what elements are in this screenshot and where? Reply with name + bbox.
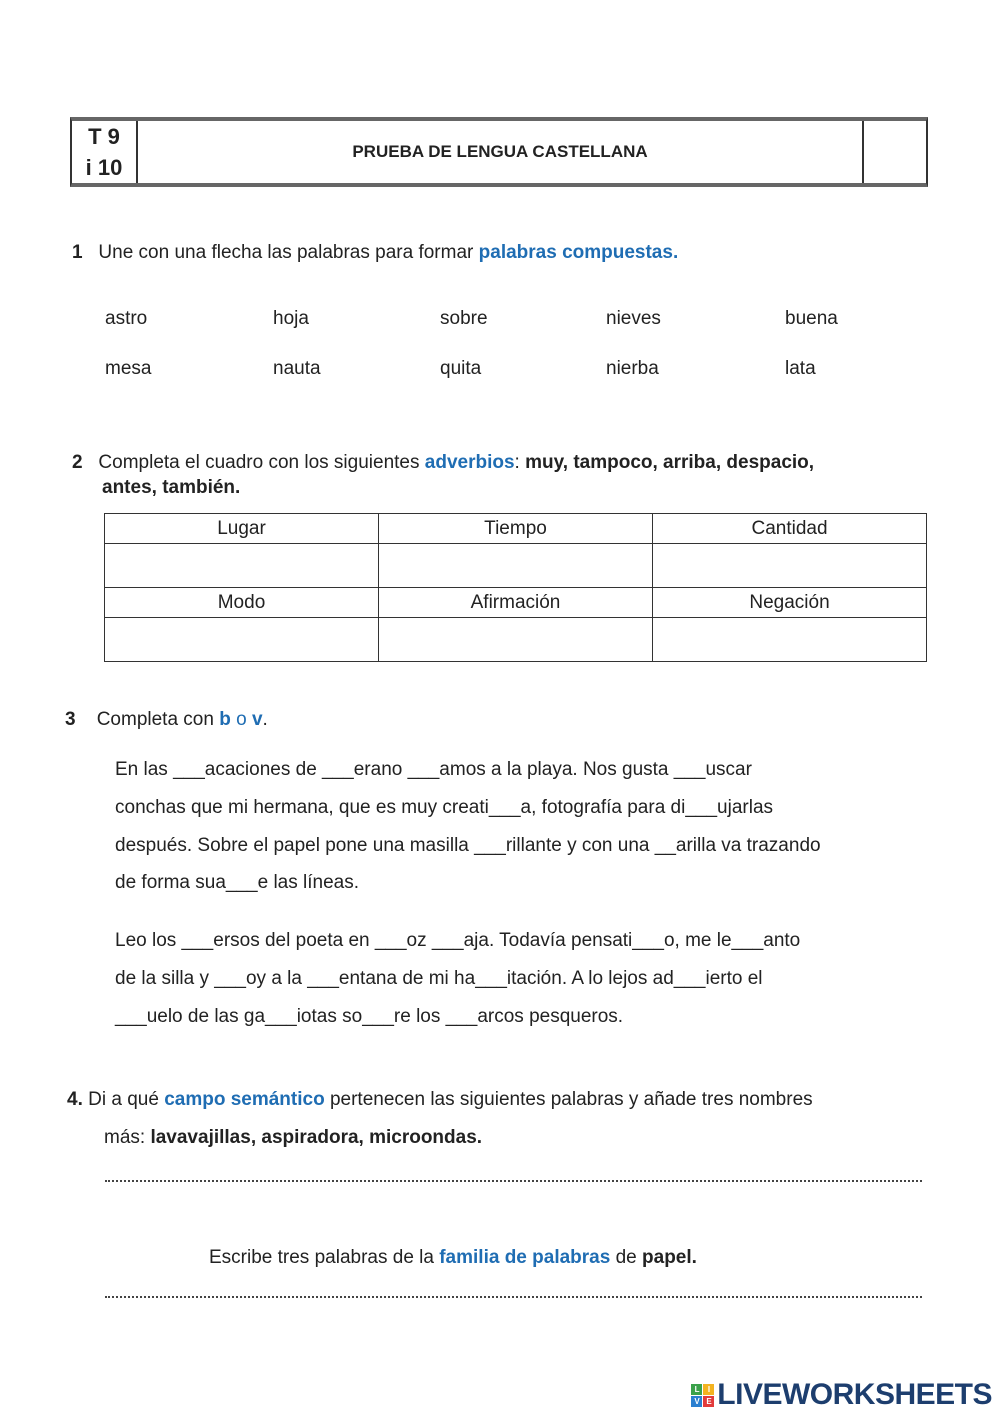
q4-number: 4. bbox=[67, 1089, 83, 1110]
q4-highlight: campo semántico bbox=[164, 1089, 325, 1110]
fill-text-line[interactable]: después. Sobre el papel pone una masilla ___rillante y con una __arilla va trazando bbox=[115, 835, 821, 856]
q3-number: 3 bbox=[65, 709, 76, 730]
or: o bbox=[230, 709, 252, 730]
fill-text-line[interactable]: ___uelo de las ga___iotas so___re los ___arcos pesqueros. bbox=[115, 1006, 624, 1027]
fill-text-line[interactable]: En las ___acaciones de ___erano ___amos a la playa. Nos gusta ___uscar bbox=[115, 759, 752, 780]
answer-cell[interactable] bbox=[105, 618, 379, 662]
header-box bbox=[70, 117, 928, 187]
q4-text-3: más: bbox=[104, 1127, 151, 1148]
q2-words-2: antes, también. bbox=[102, 477, 241, 498]
score-box bbox=[862, 121, 926, 183]
q1-highlight: palabras compuestas. bbox=[478, 242, 679, 263]
answer-cell[interactable] bbox=[379, 544, 653, 588]
code-line-1: T 9 bbox=[88, 124, 120, 149]
answer-line-q4[interactable] bbox=[105, 1180, 922, 1182]
adverbs-table bbox=[104, 513, 927, 662]
logo-letter: V bbox=[691, 1396, 702, 1407]
logo-letter: E bbox=[703, 1396, 714, 1407]
fill-text-line[interactable]: conchas que mi hermana, que es muy creati___a, fotografía para di___ujarlas bbox=[115, 797, 774, 818]
word: nierba bbox=[606, 358, 659, 379]
code-line-2: i 10 bbox=[85, 155, 123, 180]
liveworksheets-logo bbox=[691, 1378, 992, 1412]
word: nieves bbox=[606, 308, 661, 329]
q4-instruction bbox=[67, 1081, 947, 1157]
word: lata bbox=[785, 358, 816, 379]
q5-text-2: de bbox=[610, 1247, 643, 1268]
q2-highlight: adverbios bbox=[424, 452, 515, 473]
q1-instruction bbox=[72, 242, 678, 264]
answer-cell[interactable] bbox=[105, 544, 379, 588]
word: mesa bbox=[105, 358, 152, 379]
q4-text-2: pertenecen las siguientes palabras y añade tres nombres bbox=[324, 1089, 813, 1110]
word: sobre bbox=[440, 308, 488, 329]
q1-number: 1 bbox=[72, 242, 83, 263]
q4-text: Di a qué bbox=[82, 1089, 165, 1110]
fill-text-line[interactable]: de la silla y ___oy a la ___entana de mi ha___itación. A lo lejos ad___ierto el bbox=[115, 968, 763, 989]
q2-instruction bbox=[72, 450, 942, 500]
page-title: PRUEBA DE LENGUA CASTELLANA bbox=[352, 142, 648, 161]
answer-line-q5[interactable] bbox=[105, 1296, 922, 1298]
word: astro bbox=[105, 308, 148, 329]
q1-text: Une con una flecha las palabras para formar bbox=[98, 242, 479, 263]
q5-word: papel. bbox=[642, 1247, 697, 1268]
q3-text: Completa con bbox=[96, 709, 220, 730]
column-header: Cantidad bbox=[653, 514, 927, 544]
fill-text-line[interactable]: Leo los ___ersos del poeta en ___oz ___aja. Todavía pensati___o, me le___anto bbox=[115, 930, 801, 951]
q2-text: Completa el cuadro con los siguientes bbox=[98, 452, 425, 473]
word: nauta bbox=[273, 358, 321, 379]
answer-cell[interactable] bbox=[379, 618, 653, 662]
period: . bbox=[262, 709, 268, 730]
logo-icon bbox=[691, 1384, 714, 1407]
q2-number: 2 bbox=[72, 452, 83, 473]
word: hoja bbox=[273, 308, 309, 329]
column-header: Lugar bbox=[105, 514, 379, 544]
answer-cell[interactable] bbox=[653, 618, 927, 662]
logo-text: LIVEWORKSHEETS bbox=[717, 1378, 992, 1411]
word: buena bbox=[785, 308, 838, 329]
column-header: Afirmación bbox=[379, 588, 653, 618]
q5-instruction bbox=[209, 1247, 697, 1269]
letter-b: b bbox=[219, 709, 231, 730]
fill-text-line[interactable]: de forma sua___e las líneas. bbox=[115, 872, 359, 893]
letter-v: v bbox=[251, 709, 263, 730]
word: quita bbox=[440, 358, 482, 379]
logo-letter: L bbox=[691, 1384, 702, 1395]
colon: : bbox=[514, 452, 520, 473]
column-header: Modo bbox=[105, 588, 379, 618]
q2-words: muy, tampoco, arriba, despacio, bbox=[519, 452, 815, 473]
column-header: Tiempo bbox=[379, 514, 653, 544]
q4-words: lavavajillas, aspiradora, microondas. bbox=[150, 1127, 483, 1148]
logo-letter: I bbox=[703, 1384, 714, 1395]
answer-cell[interactable] bbox=[653, 544, 927, 588]
column-header: Negación bbox=[653, 588, 927, 618]
q3-instruction bbox=[65, 709, 268, 731]
unit-code bbox=[72, 121, 138, 183]
q5-text: Escribe tres palabras de la bbox=[209, 1247, 440, 1268]
q5-highlight: familia de palabras bbox=[439, 1247, 611, 1268]
